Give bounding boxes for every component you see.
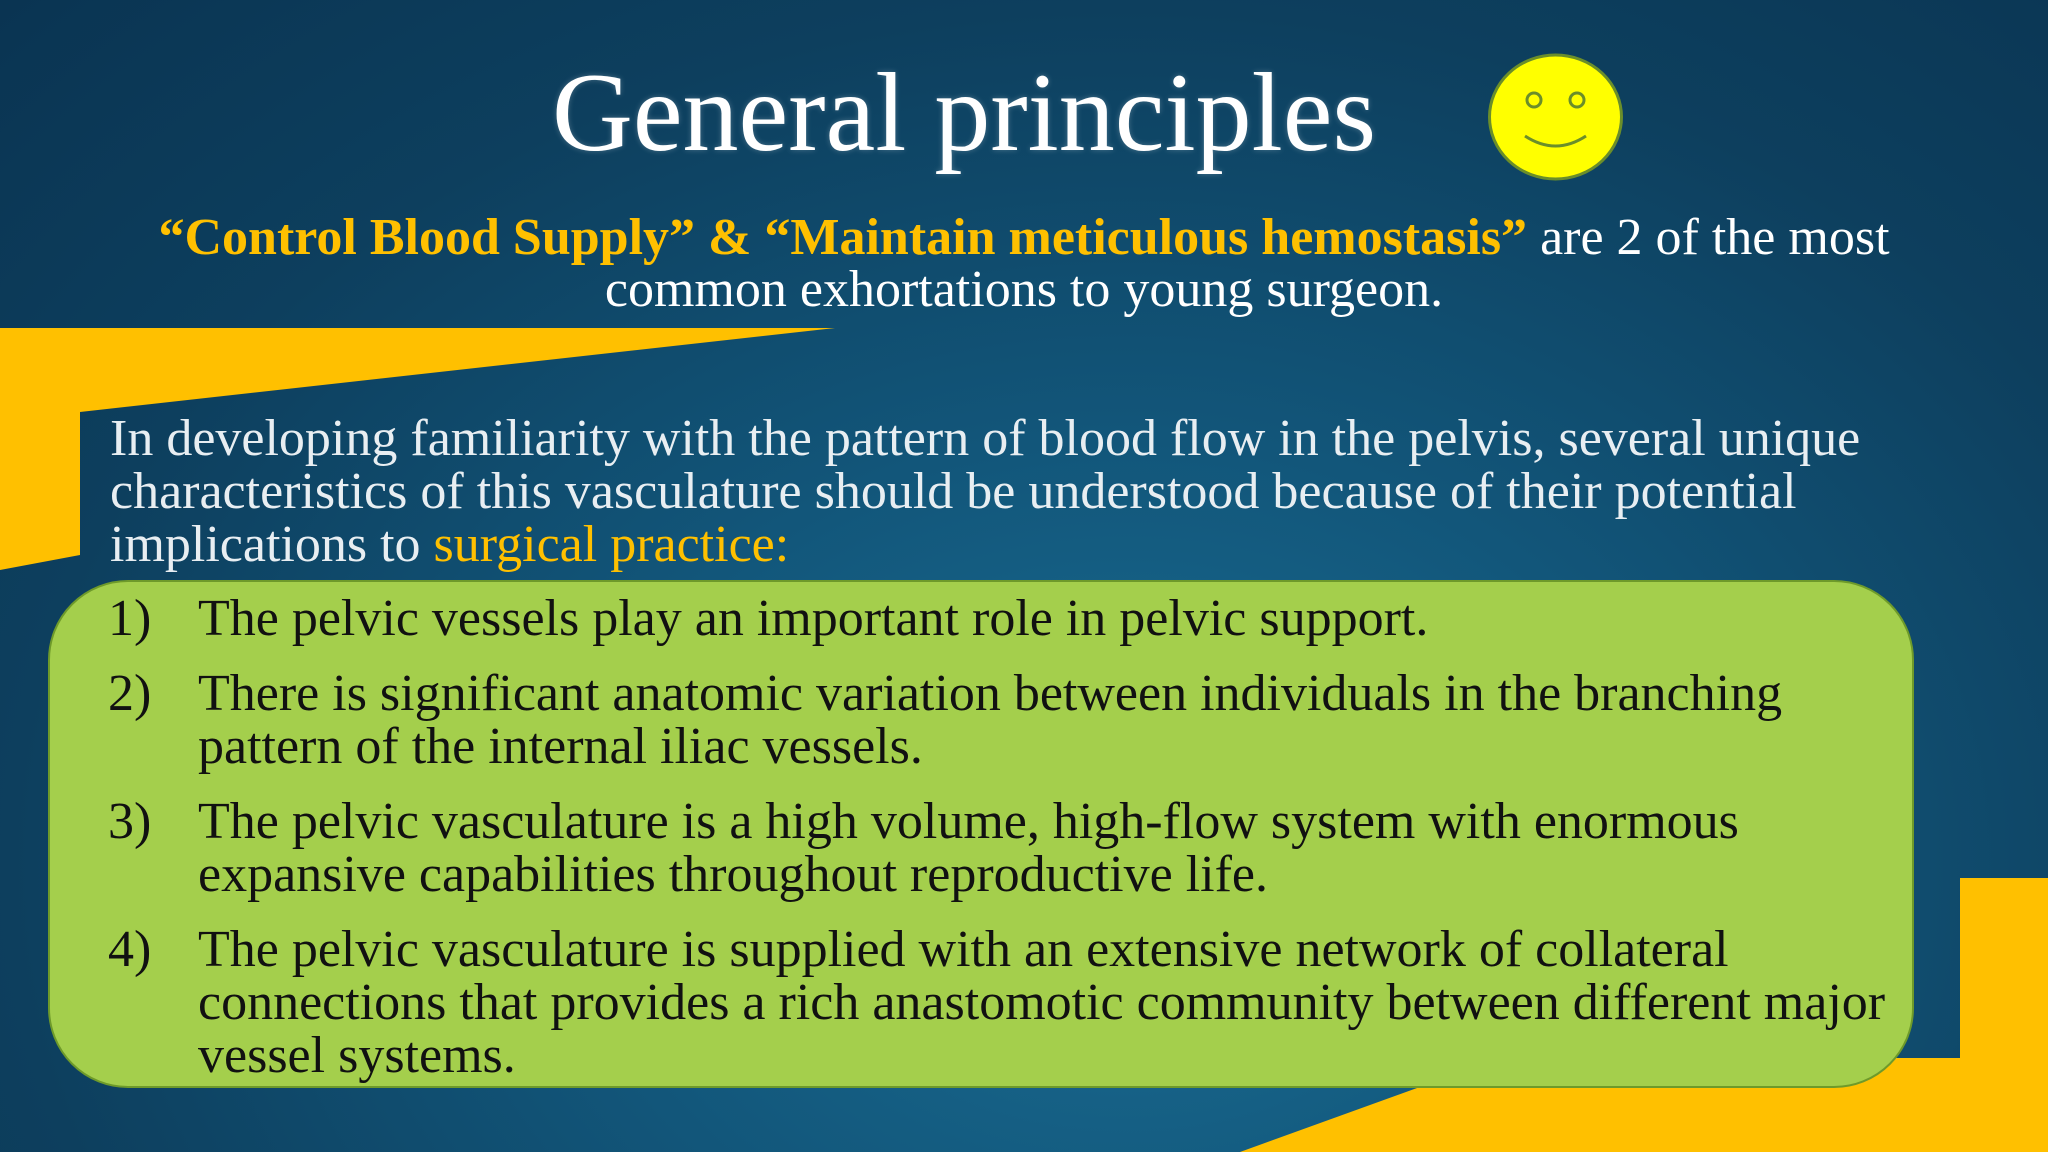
list-item (108, 592, 1908, 645)
list-item-number: 3) (108, 793, 152, 850)
list-item-number: 4) (108, 921, 152, 978)
list-item-number: 1) (108, 590, 152, 647)
intro-text (100, 209, 1948, 318)
list-item-text: The pelvic vasculature is a high volume, high-flow system with enormous expansive capabilities throughout reproductive life. (198, 793, 1739, 903)
slide-title: General principles (551, 51, 1377, 175)
list-item-text: The pelvic vessels play an important role in pelvic support. (198, 590, 1429, 647)
list-item-number: 2) (108, 665, 152, 722)
list-item-text: The pelvic vasculature is supplied with an extensive network of collateral connections that provides a rich anastomotic community between different major vessel systems. (198, 921, 1886, 1084)
list-item (108, 667, 1908, 773)
intro-quote-maintain-hemostasis: “Maintain meticulous hemostasis” (764, 209, 1528, 266)
intro-connector: & (695, 209, 765, 266)
smiley-face-icon (1487, 52, 1624, 182)
body-paragraph (110, 412, 1950, 571)
paragraph-text: In developing familiarity with the pattern of blood flow in the pelvis, several unique characteristics of this vasculature should be understood because of their potential implications to (110, 410, 1861, 573)
intro-rest: are 2 of the most common exhortations to young surgeon. (604, 209, 1890, 318)
list-item (108, 923, 1908, 1082)
list-item-text: There is significant anatomic variation between individuals in the branching pattern of the internal iliac vessels. (198, 665, 1783, 775)
paragraph-highlight: surgical practice: (433, 516, 790, 573)
intro-quote-control-blood-supply: “Control Blood Supply” (158, 209, 696, 266)
characteristics-list (108, 592, 1908, 1104)
list-item (108, 795, 1908, 901)
